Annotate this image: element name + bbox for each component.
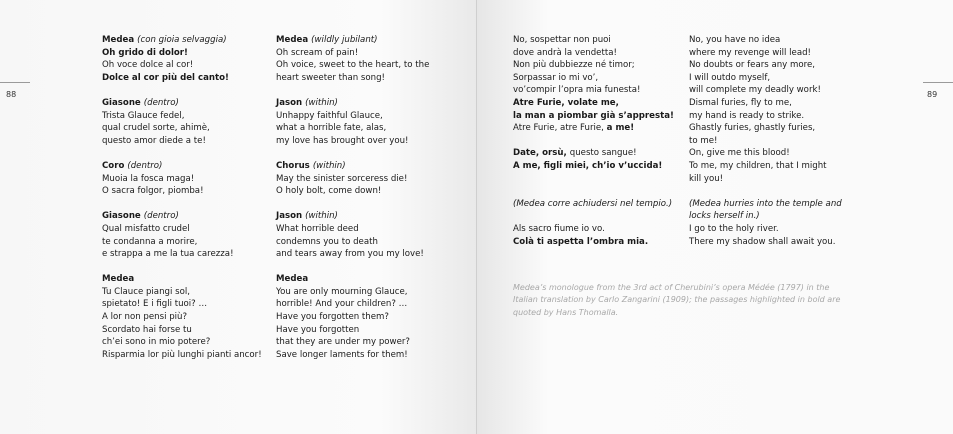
speaker-name: Coro xyxy=(102,160,125,171)
speaker-name: Jason xyxy=(276,211,303,222)
verse-line: A lor non pensi più? xyxy=(102,312,188,323)
stage-direction: (dentro) xyxy=(127,160,163,171)
stage-direction: (within) xyxy=(305,97,338,108)
book-spine xyxy=(476,0,477,434)
right-margin-rule xyxy=(923,82,953,83)
stage-direction: (dentro) xyxy=(143,211,179,222)
verse-line: Non più dubbiezze né timor; xyxy=(513,60,635,71)
verse-line: la man a piombar già s’appresta! xyxy=(513,110,674,121)
stage-direction: (con gioia selvaggia) xyxy=(137,35,227,45)
english-translation-column-right xyxy=(689,34,849,248)
verse-line: No, you have no idea xyxy=(689,35,781,45)
verse-line: You are only mourning Glauce, xyxy=(276,286,408,297)
stanza-gap xyxy=(102,147,272,160)
verse-line: Colà ti aspetta l’ombra mia. xyxy=(513,236,649,247)
speaker-line xyxy=(276,210,456,223)
italian-libretto-column-right xyxy=(513,34,685,248)
verse-line: Have you forgotten them? xyxy=(276,312,389,323)
verse-line: will complete my deadly work! xyxy=(689,85,821,96)
verse-line: Trista Glauce fedel, xyxy=(102,110,185,121)
speaker-line xyxy=(102,160,272,173)
verse-line: A me, figli miei, ch’io v’uccida! xyxy=(513,160,663,171)
verse-line: May the sinister sorceress die! xyxy=(276,173,408,184)
verse-line: O sacra folgor, piomba! xyxy=(102,186,204,197)
verse-line: Qual misfatto crudel xyxy=(102,223,190,234)
verse-line: Muoia la fosca maga! xyxy=(102,173,195,184)
verse-line: that they are under my power? xyxy=(276,337,410,348)
page-number-left: 88 xyxy=(6,90,17,99)
speaker-line xyxy=(102,97,272,110)
verse-line: where my revenge will lead! xyxy=(689,47,812,58)
speaker-line xyxy=(276,160,456,173)
verse-line: No, sospettar non puoi xyxy=(513,35,611,45)
verse-line: Unhappy faithful Glauce, xyxy=(276,110,383,121)
verse-line: qual crudel sorte, ahimè, xyxy=(102,123,210,134)
verse-line: What horrible deed xyxy=(276,223,359,234)
verse-line: Ghastly furies, ghastly furies, xyxy=(689,123,816,134)
verse-line: kill you! xyxy=(689,173,724,184)
speaker-name: Chorus xyxy=(276,160,310,171)
speaker-line xyxy=(102,34,272,47)
verse-line: my hand is ready to strike. xyxy=(689,110,805,121)
stage-direction: (within) xyxy=(305,211,338,222)
verse-line: Oh scream of pain! xyxy=(276,47,359,58)
italian-libretto-column xyxy=(102,34,272,361)
verse-line: Dismal furies, fly to me, xyxy=(689,97,792,108)
speaker-name: Jason xyxy=(276,97,303,108)
verse-line: Oh voice, sweet to the heart, to the xyxy=(276,60,430,71)
speaker-name: Medea xyxy=(276,35,309,45)
verse-line: and tears away from you my love! xyxy=(276,249,424,260)
stanza-gap xyxy=(102,261,272,274)
stanza-gap xyxy=(276,147,456,160)
english-translation-column xyxy=(276,34,456,361)
verse-line: spietato! E i figli tuoi? … xyxy=(102,299,208,310)
verse-line: Risparmia lor più lunghi pianti ancor! xyxy=(102,349,262,360)
verse-line: e strappa a me la tua carezza! xyxy=(102,249,234,260)
verse-line: I will outdo myself, xyxy=(689,72,771,83)
verse-line: ch’ei sono in mio potere? xyxy=(102,337,211,348)
verse-line: Atre Furie, atre Furie, a me! xyxy=(513,123,635,134)
verse-line: Oh voce dolce al cor! xyxy=(102,60,194,71)
verse-line: Sorpassar io mi vo’, xyxy=(513,72,599,83)
speaker-line xyxy=(276,273,456,286)
verse-line: vo’compir l’opra mia funesta! xyxy=(513,85,641,96)
verse-line: Tu Clauce piangi sol, xyxy=(102,286,190,297)
verse-line: To me, my children, that I might xyxy=(689,160,827,171)
speaker-name: Medea xyxy=(102,274,135,285)
stanza-gap xyxy=(102,198,272,211)
verse-line: O holy bolt, come down! xyxy=(276,186,382,197)
verse-line: I go to the holy river. xyxy=(689,223,779,234)
stanza-gap xyxy=(276,261,456,274)
verse-line: Date, orsù, questo sangue! xyxy=(513,148,637,159)
verse-line: horrible! And your children? … xyxy=(276,299,408,310)
stage-direction: (Medea corre achiudersi nel tempio.) xyxy=(513,198,673,209)
stanza-gap xyxy=(102,84,272,97)
verse-line: On, give me this blood! xyxy=(689,148,790,159)
verse-line: There my shadow shall await you. xyxy=(689,236,836,247)
verse-line: Save longer laments for them! xyxy=(276,349,408,360)
verse-line: No doubts or fears any more, xyxy=(689,60,815,71)
speaker-name: Giasone xyxy=(102,211,141,222)
speaker-line xyxy=(102,273,272,286)
verse-line: Scordato hai forse tu xyxy=(102,324,192,335)
stanza-gap xyxy=(276,198,456,211)
page-number-right: 89 xyxy=(927,90,938,99)
verse-line: Dolce al cor più del canto! xyxy=(102,72,229,83)
stage-direction: (Medea hurries into the temple and locks herself in.) xyxy=(689,198,842,222)
caption: Medea’s monologue from the 3rd act of Cherubini’s opera Médée (1797) in the Italian translation by Carlo Zangarini (1909); the passages highlighted in bold are quoted by Hans Thomalla. xyxy=(513,283,841,317)
verse-line-rest: questo sangue! xyxy=(569,148,637,159)
verse-line: dove andrà la vendetta! xyxy=(513,47,617,58)
left-margin-rule xyxy=(0,82,30,83)
verse-line-emphasis: a me! xyxy=(606,123,635,134)
verse-line: questo amor diede a te! xyxy=(102,135,206,146)
verse-line: to me! xyxy=(689,135,718,146)
stage-direction: (dentro) xyxy=(143,97,179,108)
speaker-line xyxy=(276,97,456,110)
verse-line: heart sweeter than song! xyxy=(276,72,385,83)
speaker-name: Medea xyxy=(276,274,309,285)
verse-line: what a horrible fate, alas, xyxy=(276,123,387,134)
speaker-line xyxy=(276,34,456,47)
verse-line: te condanna a morire, xyxy=(102,236,198,247)
stage-direction: (within) xyxy=(312,160,346,171)
verse-line: my love has brought over you! xyxy=(276,135,409,146)
verse-line: Oh grido di dolor! xyxy=(102,47,188,58)
stage-direction: (wildly jubilant) xyxy=(311,35,378,45)
speaker-name: Medea xyxy=(102,35,135,45)
speaker-name: Giasone xyxy=(102,97,141,108)
stanza-gap xyxy=(276,84,456,97)
verse-line: Als sacro fiume io vo. xyxy=(513,223,605,234)
verse-line: condemns you to death xyxy=(276,236,378,247)
verse-line: Have you forgotten xyxy=(276,324,360,335)
verse-line: Atre Furie, volate me, xyxy=(513,97,619,108)
speaker-line xyxy=(102,210,272,223)
